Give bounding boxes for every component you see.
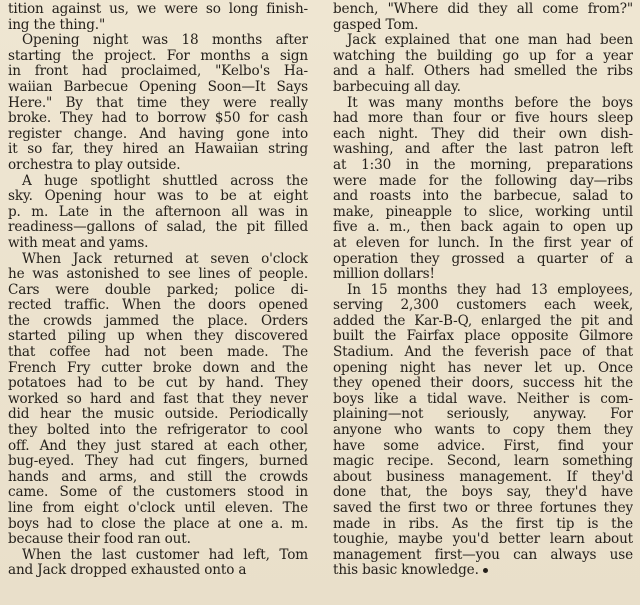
text-line: It was many months before the boys <box>347 95 633 111</box>
text-line: have some advice. First, find your <box>333 438 633 454</box>
text-line: boys had to close the place at one a. m. <box>8 516 308 532</box>
text-line: readiness—gallons of salad, the pit filled <box>8 220 308 236</box>
text-line: million dollars! <box>333 267 435 283</box>
text-line: about business management. If they'd <box>333 469 633 485</box>
text-line: made in ribs. As the first tip is the <box>333 516 633 532</box>
text-line: management first—you can always use <box>333 547 633 563</box>
text-line: barbecuing all day. <box>333 79 461 95</box>
text-line: sky. Opening hour was to be at eight <box>8 189 308 205</box>
text-line: potatoes had to be cut by hand. They <box>8 376 308 392</box>
text-line: Here." By that time they were really <box>8 95 308 111</box>
text-line: toughie, maybe you'd better learn about <box>333 532 633 548</box>
text-line: and a half. Others had smelled the ribs <box>333 64 633 80</box>
text-line: saved the first two or three fortunes they <box>333 501 633 516</box>
text-line: built the Fairfax place opposite Gilmore <box>333 329 633 345</box>
paragraph <box>8 33 308 173</box>
text-line: watching the building go up for a year <box>333 48 633 64</box>
text-line: make, pineapple to slice, working until <box>333 204 633 220</box>
text-line: bench, "Where did they all come from?" <box>333 2 633 17</box>
text-line: hands and arms, and still the crowds <box>8 469 308 485</box>
text-line: Stadium. And the feverish pace of that <box>333 345 633 361</box>
text-line: did hear the music outside. Periodically <box>8 407 308 423</box>
text-line: register change. And having gone into <box>8 126 308 142</box>
left-column <box>8 2 308 579</box>
end-mark-icon <box>483 568 488 573</box>
paragraph <box>333 96 633 283</box>
text-line: added the Kar-B-Q, enlarged the pit and <box>333 313 633 329</box>
text-line: gasped Tom. <box>333 17 419 33</box>
text-line: five a. m., then back again to open up <box>333 220 633 236</box>
text-line: line from eight o'clock until eleven. The <box>8 501 308 516</box>
text-line: orchestra to play outside. <box>8 157 181 173</box>
text-line: with meat and yams. <box>8 235 149 251</box>
text-line: waiian Barbecue Opening Soon—It Says <box>8 79 308 95</box>
text-line: it so far, they hired an Hawaiian string <box>8 142 308 158</box>
text-line: that coffee had not been made. The <box>8 345 308 361</box>
text-line: p. m. Late in the afternoon all was in <box>8 204 308 220</box>
text-line: A huge spotlight shuttled across the <box>22 173 308 189</box>
text-line: at eleven for lunch. In the first year of <box>333 235 633 251</box>
text-line: because their food ran out. <box>8 532 191 548</box>
text-line: and roasts into the barbecue, salad to <box>333 189 633 205</box>
text-line: each night. They did their own dish- <box>333 126 633 142</box>
text-line: in front had proclaimed, "Kelbo's Ha- <box>8 64 308 80</box>
text-line: plaining—not seriously, anyway. For <box>333 407 633 423</box>
text-line: rected traffic. When the doors opened <box>8 298 308 314</box>
right-column <box>333 2 633 579</box>
text-line: In 15 months they had 13 employees, <box>347 282 633 298</box>
text-line: had more than four or five hours sleep <box>333 111 633 127</box>
text-line: the crowds jammed the place. Orders <box>8 313 308 329</box>
text-line: boys like a tidal wave. Neither is com- <box>333 391 633 407</box>
text-line: worked so hard and fast that they never <box>8 391 308 407</box>
text-line: When the last customer had left, Tom <box>22 547 308 563</box>
text-line: washing, and after the last patron left <box>333 142 633 158</box>
paragraph <box>8 174 308 252</box>
text-line: When Jack returned at seven o'clock <box>22 251 308 267</box>
text-line: started piling up when they discovered <box>8 329 308 345</box>
text-line: done that, the boys say, they'd have <box>333 485 633 501</box>
text-line: starting the project. For months a sign <box>8 48 308 64</box>
text-line: Jack explained that one man had been <box>347 33 633 49</box>
paragraph <box>8 548 308 579</box>
paragraph <box>8 2 308 33</box>
text-line: this basic knowledge. <box>333 563 633 579</box>
text-line: off. And they just stared at each other, <box>8 438 308 454</box>
text-line: were made for the following day—ribs <box>333 173 633 189</box>
paragraph <box>333 2 633 33</box>
paragraph <box>8 252 308 548</box>
text-line: opening night has never let up. Once <box>333 360 633 376</box>
text-line: Opening night was 18 months after <box>22 33 308 49</box>
text-line: bug-eyed. They had cut fingers, burned <box>8 454 308 470</box>
paragraph <box>333 283 633 579</box>
text-line: at 1:30 in the morning, preparations <box>333 157 633 173</box>
text-line: tition against us, we were so long finish- <box>8 2 308 17</box>
text-line: operation they grossed a quarter of a <box>333 251 633 267</box>
paragraph <box>333 33 633 95</box>
text-line: they opened their doors, success hit the <box>333 376 633 392</box>
text-line: they bolted into the refrigerator to cool <box>8 423 308 439</box>
text-line: Cars were double parked; police di- <box>8 282 308 298</box>
text-line: French Fry cutter broke down and the <box>8 360 308 376</box>
text-line: broke. They had to borrow $50 for cash <box>8 111 308 127</box>
text-line: anyone who wants to copy them they <box>333 423 633 439</box>
text-line: serving 2,300 customers each week, <box>333 298 633 314</box>
text-line: he was astonished to see lines of people. <box>8 267 308 283</box>
text-line: and Jack dropped exhausted onto a <box>8 563 247 579</box>
text-line: magic recipe. Second, learn something <box>333 454 633 470</box>
text-line: ing the thing." <box>8 17 106 33</box>
text-line: came. Some of the customers stood in <box>8 485 308 501</box>
